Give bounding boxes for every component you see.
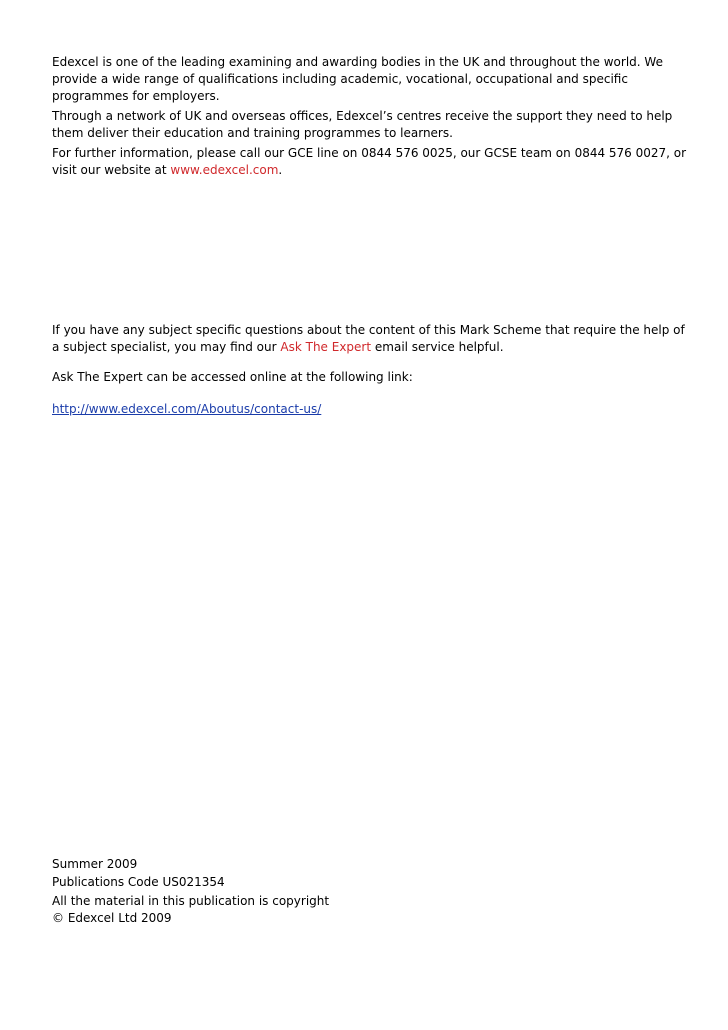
expert-access-text: Ask The Expert can be accessed online at the following link: bbox=[52, 370, 413, 384]
expert-text-after: email service helpful. bbox=[371, 340, 504, 354]
expert-paragraph-2 bbox=[52, 369, 692, 386]
expert-paragraph-1 bbox=[52, 322, 692, 356]
intro-paragraph-1 bbox=[52, 54, 692, 105]
expert-text-before: If you have any subject specific questions about the content of this Mark Scheme that require the help of a subject specialist, you may find our bbox=[52, 323, 685, 354]
ask-the-expert-link[interactable]: Ask The Expert bbox=[280, 340, 372, 354]
footer-copyright-line-1: All the material in this publication is copyright bbox=[52, 894, 330, 908]
intro-text-3-after: . bbox=[278, 163, 283, 177]
footer-copyright-line-2: © Edexcel Ltd 2009 bbox=[52, 911, 172, 925]
intro-paragraph-2 bbox=[52, 108, 692, 142]
expert-link-paragraph bbox=[52, 401, 692, 418]
intro-paragraph-3 bbox=[52, 145, 692, 179]
intro-text-1: Edexcel is one of the leading examining and awarding bodies in the UK and throughout the world. We provide a wide range of qualifications including academic, vocational, occupational and specific programmes for employers. bbox=[52, 55, 663, 103]
intro-text-2: Through a network of UK and overseas offices, Edexcel’s centres receive the support they need to help them deliver their education and training programmes to learners. bbox=[52, 109, 673, 140]
contact-us-link[interactable]: http://www.edexcel.com/Aboutus/contact-us/ bbox=[52, 402, 322, 416]
footer-publications-code: Publications Code US021354 bbox=[52, 875, 225, 889]
footer-date: Summer 2009 bbox=[52, 857, 138, 871]
intro-text-3-before: For further information, please call our GCE line on 0844 576 0025, our GCSE team on 0844 576 0027, or visit our website at bbox=[52, 146, 687, 177]
website-link[interactable]: www.edexcel.com bbox=[170, 163, 279, 177]
